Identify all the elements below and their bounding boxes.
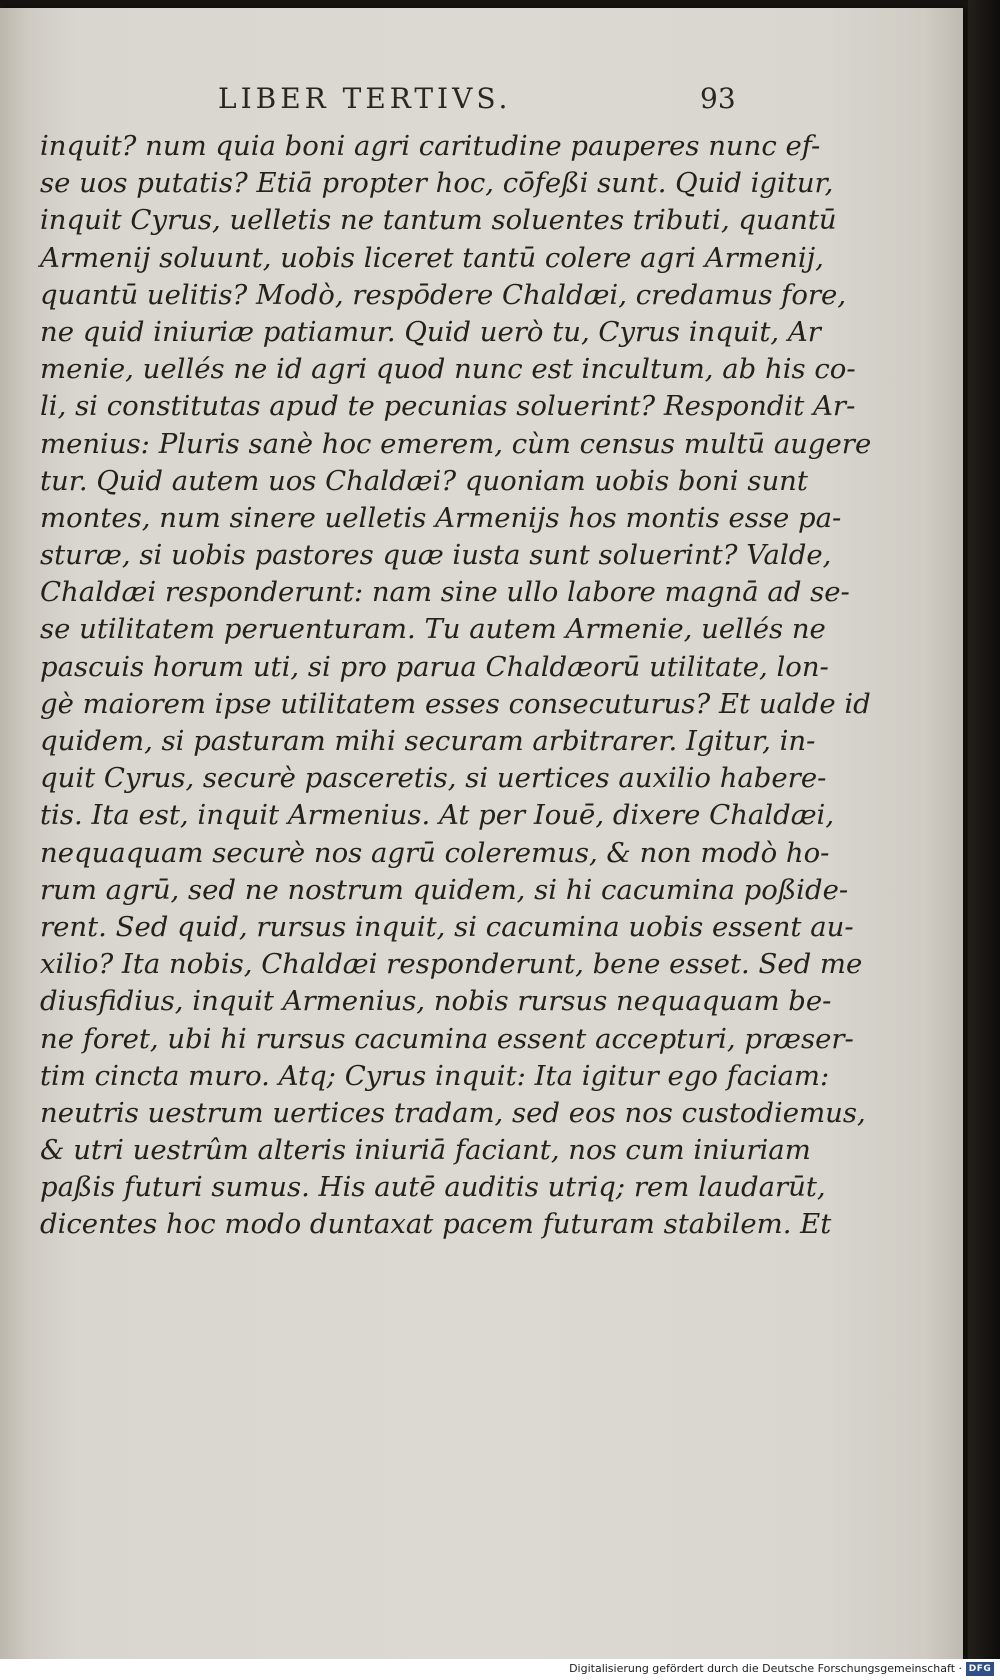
running-title: LIBER TERTIVS. bbox=[218, 82, 512, 115]
text-line: rum agrū, sed ne nostrum quidem, si hi cacumina poßide- bbox=[40, 873, 849, 906]
text-line: tis. Ita est, inquit Armenius. At per Iouē, dixere Chaldæi, bbox=[40, 799, 835, 832]
text-line: rent. Sed quid, rursus inquit, si cacumina uobis essent au- bbox=[40, 910, 854, 943]
page-number: 93 bbox=[700, 82, 736, 115]
text-line: montes, num sinere uelletis Armenijs hos montis esse pa- bbox=[40, 501, 842, 534]
running-head bbox=[40, 82, 740, 118]
text-line: Armenij soluunt, uobis liceret tantū colere agri Armenij, bbox=[40, 241, 824, 274]
text-line: inquit Cyrus, uelletis ne tantum soluentes tributi, quantū bbox=[40, 204, 837, 237]
footer-bar bbox=[0, 1659, 1000, 1680]
digitization-credit: Digitalisierung gefördert durch die Deutsche Forschungsgemeinschaft · bbox=[569, 1662, 962, 1675]
text-line: nequaquam securè nos agrū coleremus, & non modò ho- bbox=[40, 836, 830, 869]
text-line: paßis futuri sumus. His autē auditis utriq; rem laudarūt, bbox=[40, 1171, 826, 1204]
text-line: pascuis horum uti, si pro parua Chaldæorū utilitate, lon- bbox=[40, 650, 829, 683]
text-line: se utilitatem peruenturam. Tu autem Armenie, uellés ne bbox=[40, 613, 826, 646]
text-line: tur. Quid autem uos Chaldæi? quoniam uobis boni sunt bbox=[40, 464, 808, 497]
text-line: dicentes hoc modo duntaxat pacem futuram stabilem. Et bbox=[40, 1208, 832, 1241]
dfg-logo-icon: DFG bbox=[966, 1662, 994, 1676]
book-edge bbox=[968, 0, 1000, 1680]
text-line: menius: Pluris sanè hoc emerem, cùm census multū augere bbox=[40, 427, 872, 460]
text-line: ne foret, ubi hi rursus cacumina essent accepturi, præser- bbox=[40, 1022, 854, 1055]
text-line: diusfidius, inquit Armenius, nobis rursus nequaquam be- bbox=[40, 985, 832, 1018]
text-line: quidem, si pasturam mihi securam arbitrarer. Igitur, in- bbox=[40, 725, 816, 757]
text-line: se uos putatis? Etiā propter hoc, cōfeßi sunt. Quid igitur, bbox=[40, 167, 834, 200]
text-line: gè maiorem ipse utilitatem esses consecuturus? Et ualde id bbox=[40, 687, 871, 720]
text-line: tim cincta muro. Atq; Cyrus inquit: Ita igitur ego faciam: bbox=[40, 1059, 830, 1092]
text-line: li, si constitutas apud te pecunias soluerint? Respondit Ar- bbox=[40, 390, 856, 423]
text-line: quantū uelitis? Modò, respōdere Chaldæi, credamus fore, bbox=[40, 278, 847, 311]
text-line: menie, uellés ne id agri quod nunc est incultum, ab his co- bbox=[40, 353, 856, 386]
text-line: xilio? Ita nobis, Chaldæi responderunt, bene esset. Sed me bbox=[40, 948, 863, 981]
book-page bbox=[0, 8, 963, 1659]
text-line: neutris uestrum uertices tradam, sed eos nos custodiemus, bbox=[40, 1096, 866, 1129]
text-line: & utri uestrûm alteris iniuriā faciant, nos cum iniuriam bbox=[40, 1134, 811, 1167]
text-line: sturæ, si uobis pastores quæ iusta sunt soluerint? Valde, bbox=[40, 539, 832, 572]
text-line: ne quid iniuriæ patiamur. Quid uerò tu, Cyrus inquit, Ar bbox=[40, 315, 821, 348]
text-line: inquit? num quia boni agri caritudine pauperes nunc ef- bbox=[40, 130, 821, 162]
text-line: Chaldæi responderunt: nam sine ullo labore magnā ad se- bbox=[40, 576, 850, 609]
text-line: quit Cyrus, securè pasceretis, si uertices auxilio habere- bbox=[40, 762, 827, 795]
body-text bbox=[40, 128, 872, 1244]
